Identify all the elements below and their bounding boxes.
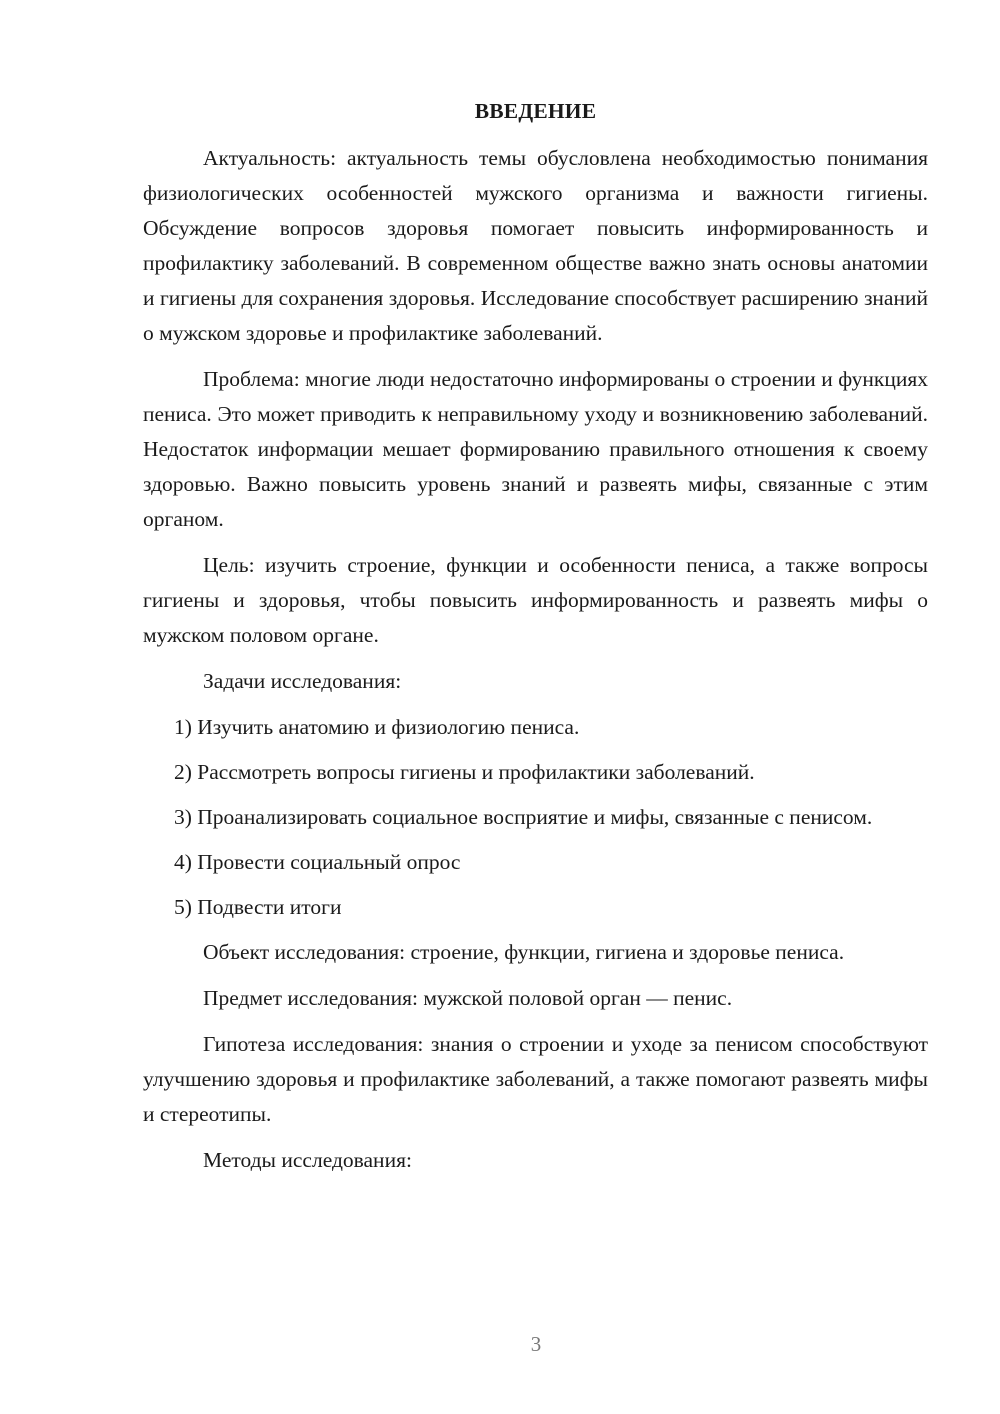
- hypothesis-paragraph: Гипотеза исследования: знания о строении и уходе за пенисом способствуют улучшению здоровья и профилактике заболеваний, а также помогают развеять мифы и стереотипы.: [143, 1032, 928, 1126]
- subject-paragraph: Предмет исследования: мужской половой орган — пенис.: [203, 986, 733, 1010]
- problem-paragraph: Проблема: многие люди недостаточно информированы о строении и функциях пениса. Это может приводить к неправильному уходу и возникновению заболеваний. Недостаток информации мешает формированию правильного отношения к своему здоровью. Важно повысить уровень знаний и развеять мифы, связанные с этим органом.: [143, 367, 928, 531]
- task-item-5: 5) Подвести итоги: [174, 895, 342, 919]
- methods-heading: Методы исследования:: [203, 1148, 412, 1172]
- task-item-1: 1) Изучить анатомию и физиологию пениса.: [174, 715, 580, 739]
- task-item-4: 4) Провести социальный опрос: [174, 850, 461, 874]
- tasks-heading: Задачи исследования:: [203, 669, 402, 693]
- page-number: 3: [530, 1332, 542, 1356]
- task-item-3: 3) Проанализировать социальное восприятие и мифы, связанные с пенисом.: [174, 805, 873, 829]
- relevance-paragraph: Актуальность: актуальность темы обусловлена необходимостью понимания физиологических особенностей мужского организма и важности гигиены. Обсуждение вопросов здоровья помогает повысить информированность и профилактику заболеваний. В современном обществе важно знать основы анатомии и гигиены для сохранения здоровья. Исследование способствует расширению знаний о мужском здоровье и профилактике заболеваний.: [143, 146, 928, 345]
- goal-paragraph: Цель: изучить строение, функции и особенности пениса, а также вопросы гигиены и здоровья, чтобы повысить информированность и развеять мифы о мужском половом органе.: [143, 553, 928, 647]
- section-title: ВВЕДЕНИЕ: [474, 99, 597, 123]
- page-content: [143, 95, 928, 1189]
- task-item-2: 2) Рассмотреть вопросы гигиены и профилактики заболеваний.: [174, 760, 755, 784]
- object-paragraph: Объект исследования: строение, функции, гигиена и здоровье пениса.: [203, 940, 845, 964]
